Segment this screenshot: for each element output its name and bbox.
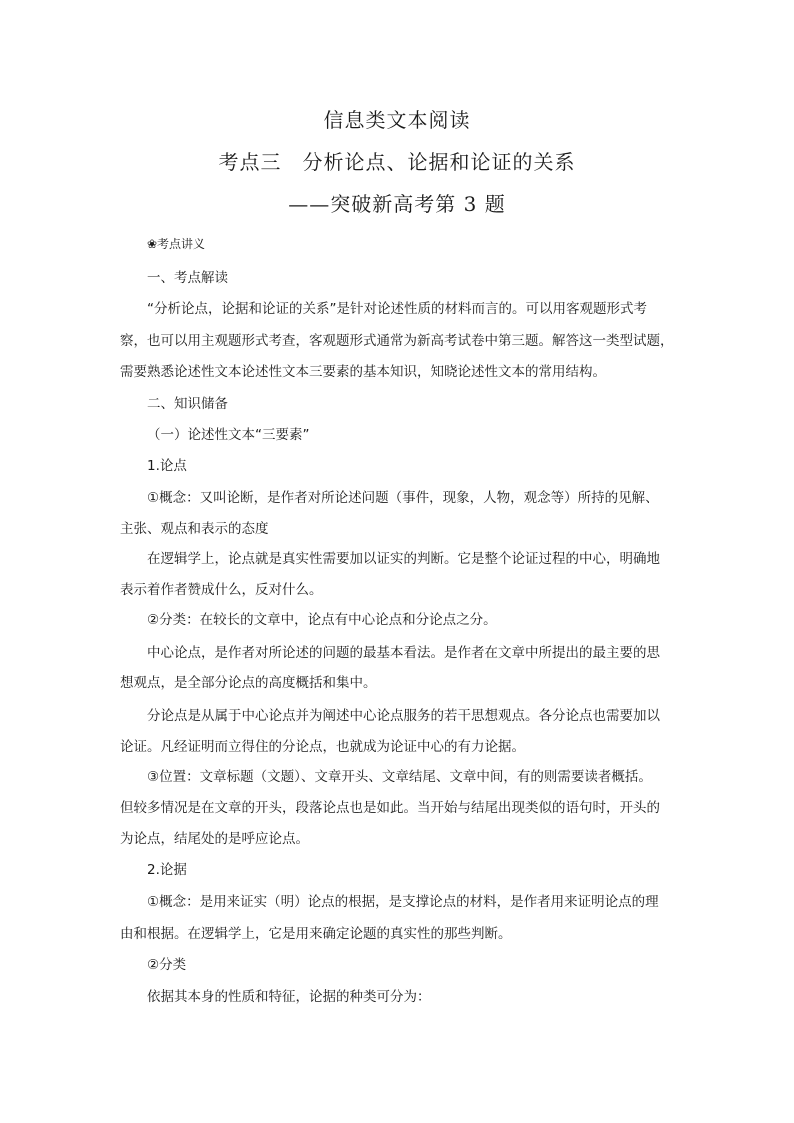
paragraph-line: 主张、观点和表示的态度 bbox=[120, 521, 269, 537]
paragraph-line: 在逻辑学上，论点就是真实性需要加以证实的判断。它是整个论证过程的中心，明确地 bbox=[147, 551, 660, 567]
heading-exam-point: 一、考点解读 bbox=[147, 270, 228, 286]
paragraph-line: 但较多情况是在文章的开头，段落论点也是如此。当开始与结尾出现类似的语句时，开头的 bbox=[120, 800, 660, 816]
paragraph-line: 由和根据。在逻辑学上，它是用来确定论题的真实性的那些判断。 bbox=[120, 926, 512, 942]
subheading-three-elements: （一）论述性文本“三要素” bbox=[147, 427, 310, 443]
section-marker: ❀考点讲义 bbox=[147, 237, 206, 251]
document-subtitle-2: ——突破新高考第 3 题 bbox=[288, 192, 506, 216]
document-subtitle: 考点三 分析论点、论据和论证的关系 bbox=[218, 150, 576, 174]
paragraph-line: ②分类：在较长的文章中，论点有中心论点和分论点之分。 bbox=[147, 612, 497, 628]
document-title: 信息类文本阅读 bbox=[323, 108, 471, 132]
paragraph-line: ①概念：又叫论断，是作者对所论述问题（事件，现象，人物，观念等）所持的见解、 bbox=[147, 490, 659, 506]
paragraph-line: 想观点，是全部分论点的高度概括和集中。 bbox=[120, 675, 377, 691]
paragraph-line: 中心论点，是作者对所论述的问题的最基本看法。是作者在文章中所提出的最主要的思 bbox=[147, 645, 660, 661]
paragraph-line: ①概念：是用来证实（明）论点的根据，是支撑论点的材料，是作者用来证明论点的理 bbox=[147, 894, 659, 910]
paragraph-line: ③位置：文章标题（文题）、文章开头、文章结尾、文章中间，有的则需要读者概括。 bbox=[147, 769, 652, 785]
item-evidence: 2.论据 bbox=[147, 862, 187, 878]
paragraph-line: 依据其本身的性质和特征，论据的种类可分为： bbox=[147, 989, 431, 1005]
paragraph-line: ②分类 bbox=[147, 957, 187, 973]
paragraph-line: “分析论点，论据和论证的关系”是针对论述性质的材料而言的。可以用客观题形式考 bbox=[147, 301, 647, 317]
paragraph-line: 表示着作者赞成什么，反对什么。 bbox=[120, 582, 323, 598]
heading-knowledge: 二、知识储备 bbox=[147, 396, 228, 412]
paragraph-line: 分论点是从属于中心论点并为阐述中心论点服务的若干思想观点。各分论点也需要加以 bbox=[147, 708, 660, 724]
paragraph-line: 察，也可以用主观题形式考查，客观题形式通常为新高考试卷中第三题。解答这一类型试题， bbox=[120, 333, 674, 349]
paragraph-line: 论证。凡经证明而立得住的分论点，也就成为论证中心的有力论据。 bbox=[120, 739, 525, 755]
paragraph-line: 需要熟悉论述性文本论述性文本三要素的基本知识，知晓论述性文本的常用结构。 bbox=[120, 364, 606, 380]
item-argument-point: 1.论点 bbox=[147, 458, 187, 474]
paragraph-line: 为论点，结尾处的是呼应论点。 bbox=[120, 831, 309, 847]
